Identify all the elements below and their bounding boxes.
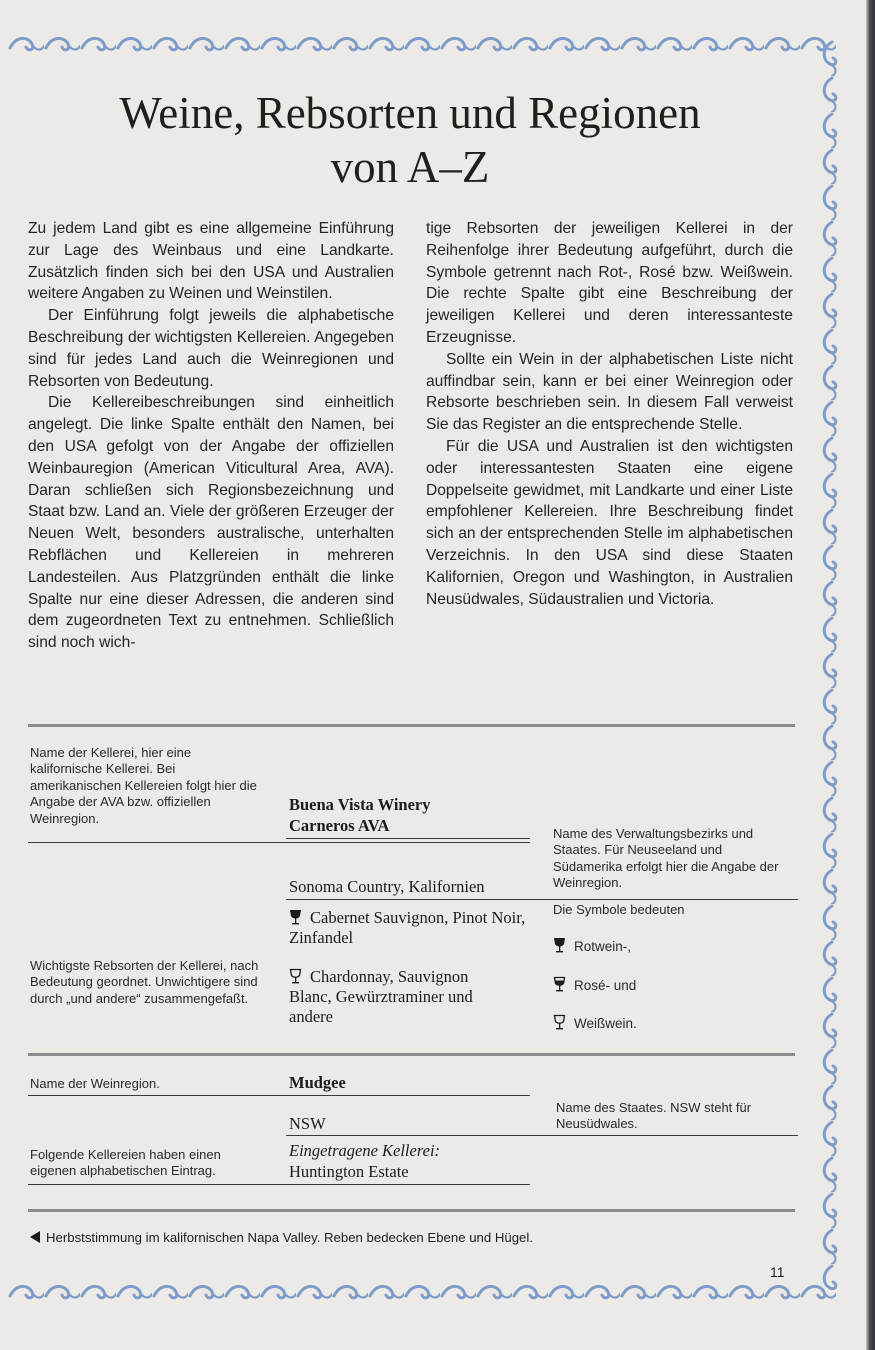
registered-label: Eingetragene Kellerei: — [289, 1141, 441, 1160]
caption-text: Herbststimmung im kalifornischen Napa Valley. Reben bedecken Ebene und Hügel. — [46, 1230, 533, 1245]
page-number: 11 — [770, 1264, 785, 1280]
section-divider — [28, 724, 795, 727]
red-wine-glass-icon — [553, 937, 566, 953]
body-column-left — [28, 218, 394, 654]
annotation-line — [28, 1095, 530, 1096]
column-rule — [286, 838, 530, 839]
decorative-wave-border-top — [8, 32, 836, 56]
decorative-wave-border-right — [818, 40, 842, 1290]
paragraph: Sollte ein Wein in der alphabetischen Liste nicht auffindbar sein, kann er bei einer Weinregion oder Rebsorte beschrieben sein. In diesem Fall verweist Sie das Register an die entsprechende Stelle. — [426, 350, 793, 434]
winery-ava: Carneros AVA — [289, 816, 390, 835]
book-edge — [866, 0, 875, 1350]
winery-region: Sonoma Country, Kalifornien — [289, 877, 485, 896]
annotation-line — [28, 1184, 530, 1185]
page-title-line-2: von A–Z — [330, 142, 490, 192]
note-grapes: Wichtigste Rebsorten der Kellerei, nach Bedeutung geordnet. Unwichtigere sind durch „und andere“ zusammengefaßt. — [30, 958, 259, 1006]
registered-winery: Huntington Estate — [289, 1162, 409, 1181]
page-title-line-1: Weine, Rebsorten und Regionen — [119, 88, 701, 138]
paragraph: Die Kellereibeschreibungen sind einheitlich angelegt. Die linke Spalte enthält den Namen, bei den USA gefolgt von der Angabe der offiziellen Weinbauregion (American Viticultural Area, AVA). Daran schließen sich Regionsbezeichnung und Staat bzw. Land an. Viele der größeren Erzeuger der Neuen Welt, besonders australische, unterhalten Rebflächen und Kellereien in mehreren Landesteilen. Aus Platzgründen enthält die linke Spalte nur eine dieser Adressen, die anderen sind dem zugeordneten Text zu entnehmen. Schließlich sind noch wich- — [28, 394, 394, 652]
white-wine-glass-icon — [289, 968, 302, 984]
symbol-rose-label: Rosé- und — [574, 978, 637, 993]
note-winery-name: Name der Kellerei, hier eine kalifornische Kellerei. Bei amerikanischen Kellereien folgt hier die Angabe der AVA bzw. offiziellen Weinregion. — [30, 745, 257, 826]
triangle-left-icon — [30, 1231, 40, 1243]
annotation-line — [286, 1135, 798, 1136]
note-state-abbr: Name des Staates. NSW steht für Neusüdwales. — [556, 1100, 752, 1132]
page-title — [60, 86, 760, 194]
symbol-red-row — [553, 937, 631, 956]
body-column-right — [426, 218, 793, 610]
symbol-red-label: Rotwein-, — [574, 939, 632, 954]
white-wine-glass-icon — [553, 1014, 566, 1030]
photo-caption — [30, 1229, 533, 1247]
note-region: Name der Weinregion. — [30, 1076, 160, 1091]
symbols-title: Die Symbole bedeuten — [553, 902, 685, 917]
state-name: NSW — [289, 1114, 326, 1133]
symbol-rose-row — [553, 976, 636, 995]
paragraph: Für die USA und Australien ist den wichtigsten oder interessantesten Staaten eine eigene Doppelseite gewidmet, mit Landkarte und einer Liste empfohlener Kellereien. Ihre Beschreibung findet sich an der entsprechenden Stelle im alphabetischen Verzeichnis. In den USA sind diese Staaten Kalifornien, Oregon und Washington, in Australien Neusüdwales, Südaustralien und Victoria. — [426, 437, 793, 608]
note-entries: Folgende Kellereien haben einen eigenen alphabetischen Eintrag. — [30, 1147, 221, 1179]
winery-name: Buena Vista Winery — [289, 795, 431, 814]
symbol-white-row — [553, 1014, 637, 1033]
paragraph: tige Rebsorten der jeweiligen Kellerei in der Reihenfolge ihrer Bedeutung aufgeführt, durch die Symbole getrennt nach Rot-, Rosé bzw. Weißwein. Die rechte Spalte gibt eine Beschreibung der jeweiligen Kellerei und deren interessanteste Erzeugnisse. — [426, 220, 793, 346]
region-name: Mudgee — [289, 1073, 346, 1092]
annotation-line — [28, 842, 530, 843]
decorative-wave-border-bottom — [8, 1280, 836, 1304]
annotation-line — [286, 899, 798, 900]
white-grapes: Chardonnay, Sauvignon Blanc, Gewürztraminer und andere — [289, 967, 473, 1026]
symbol-white-label: Weißwein. — [574, 1016, 637, 1031]
paragraph: Zu jedem Land gibt es eine allgemeine Einführung zur Lage des Weinbaus und eine Landkarte. Zusätzlich finden sich bei den USA und Australien weitere Angaben zu Weinen und Weinstilen. — [28, 220, 394, 303]
rose-wine-glass-icon — [553, 976, 566, 992]
section-divider — [28, 1209, 795, 1212]
white-grape-list — [289, 967, 514, 1027]
section-divider — [28, 1053, 795, 1056]
paragraph: Der Einführung folgt jeweils die alphabetische Beschreibung der wichtigsten Kellereien. Angegeben sind für jedes Land auch die Weinregionen und Rebsorten von Bedeutung. — [28, 307, 394, 390]
red-grape-list — [289, 908, 529, 948]
note-state: Name des Verwaltungsbezirks und Staates. Für Neuseeland und Südamerika erfolgt hier die Angabe der Weinregion. — [553, 826, 779, 891]
red-grapes: Cabernet Sauvignon, Pinot Noir, Zinfandel — [289, 908, 526, 947]
red-wine-glass-icon — [289, 909, 302, 925]
